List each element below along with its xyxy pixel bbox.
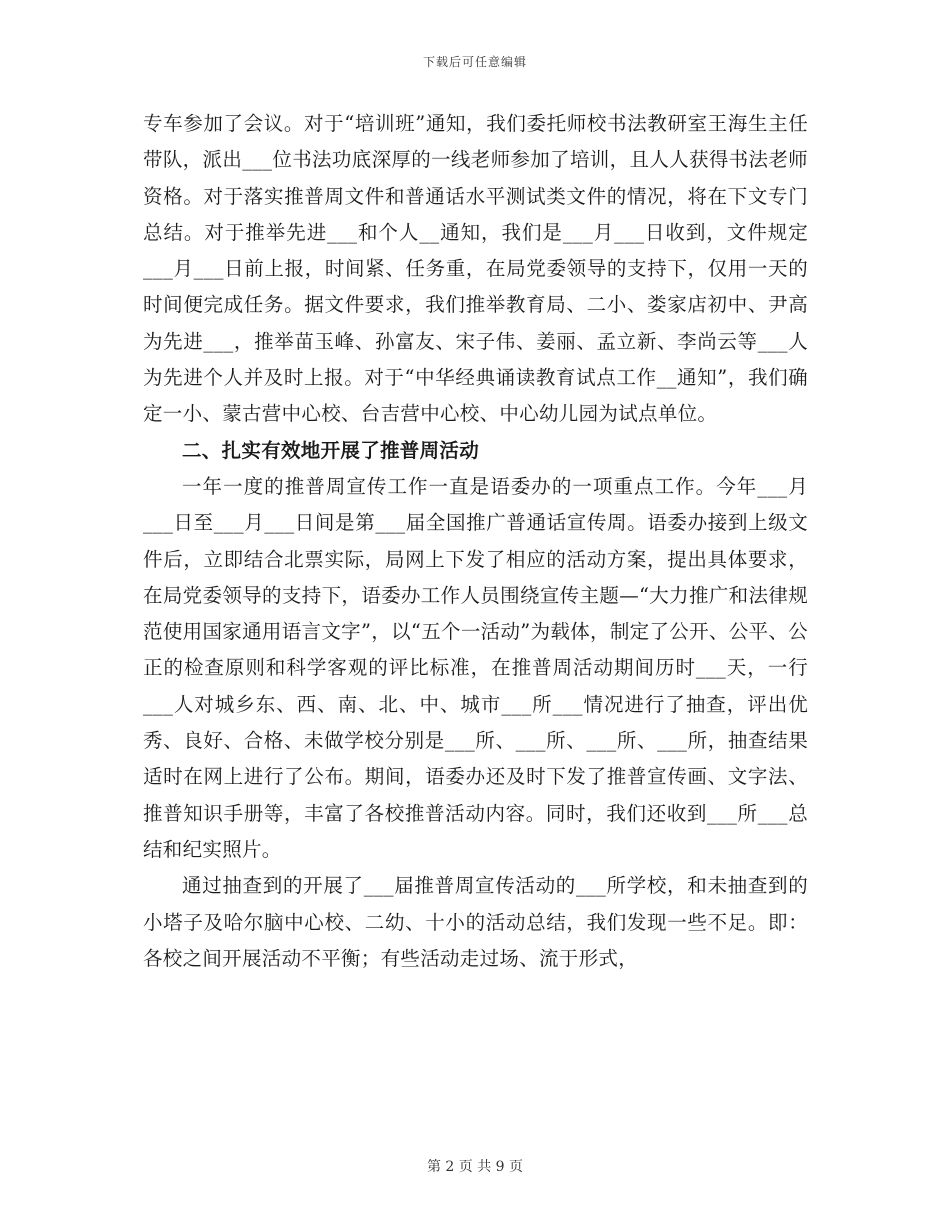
paragraph-1: 专车参加了会议。对于“培训班”通知，我们委托师校书法教研室王海生主任带队，派出___位书法功底深厚的一线老师参加了培训，且人人获得书法老师资格。对于落实推普周文件和普通话水平测试类文件的情况，将在下文专门总结。对于推举先进___和个人__通知，我们是___月___日收到，文件规定___月___日前上报，时间紧、任务重，在局党委领导的支持下，仅用一天的时间便完成任务。据文件要求，我们推举教育局、二小、娄家店初中、尹高为先进___，推举苗玉峰、孙富友、宋子伟、姜丽、孟立新、李尚云等___人为先进个人并及时上报。对于“中华经典诵读教育试点工作__通知”，我们确定一小、蒙古营中心校、台吉营中心校、中心幼儿园为试点单位。 xyxy=(143,112,808,426)
page-header: 下载后可任意编辑 xyxy=(422,55,527,69)
document-body xyxy=(143,106,808,977)
paragraph-2: 一年一度的推普周宣传工作一直是语委办的一项重点工作。今年___月___日至___月___日间是第___届全国推广普通话宣传周。语委办接到上级文件后，立即结合北票实际，局网上下发了相应的活动方案，提出具体要求，在局党委领导的支持下，语委办工作人员围绕宣传主题—“大力推广和法律规范使用国家通用语言文字”，以“五个一活动”为载体，制定了公开、公平、公正的检查原则和科学客观的评比标准，在推普周活动期间历时___天，一行___人对城乡东、西、南、北、中、城市___所___情况进行了抽查，评出优秀、良好、合格、未做学校分别是___所、___所、___所、___所，抽查结果适时在网上进行了公布。期间，语委办还及时下发了推普宣传画、文字法、推普知识手册等，丰富了各校推普活动内容。同时，我们还收到___所___总结和纪实照片。 xyxy=(143,474,808,861)
paragraph-3: 通过抽查到的开展了___届推普周宣传活动的___所学校，和未抽查到的小塔子及哈尔脑中心校、二幼、十小的活动总结，我们发现一些不足。即：各校之间开展活动不平衡；有些活动走过场、流于形式， xyxy=(143,874,808,970)
page-footer: 第 2 页 共 9 页 xyxy=(426,1159,524,1175)
section-heading-2: 二、扎实有效地开展了推普周活动 xyxy=(182,438,480,462)
